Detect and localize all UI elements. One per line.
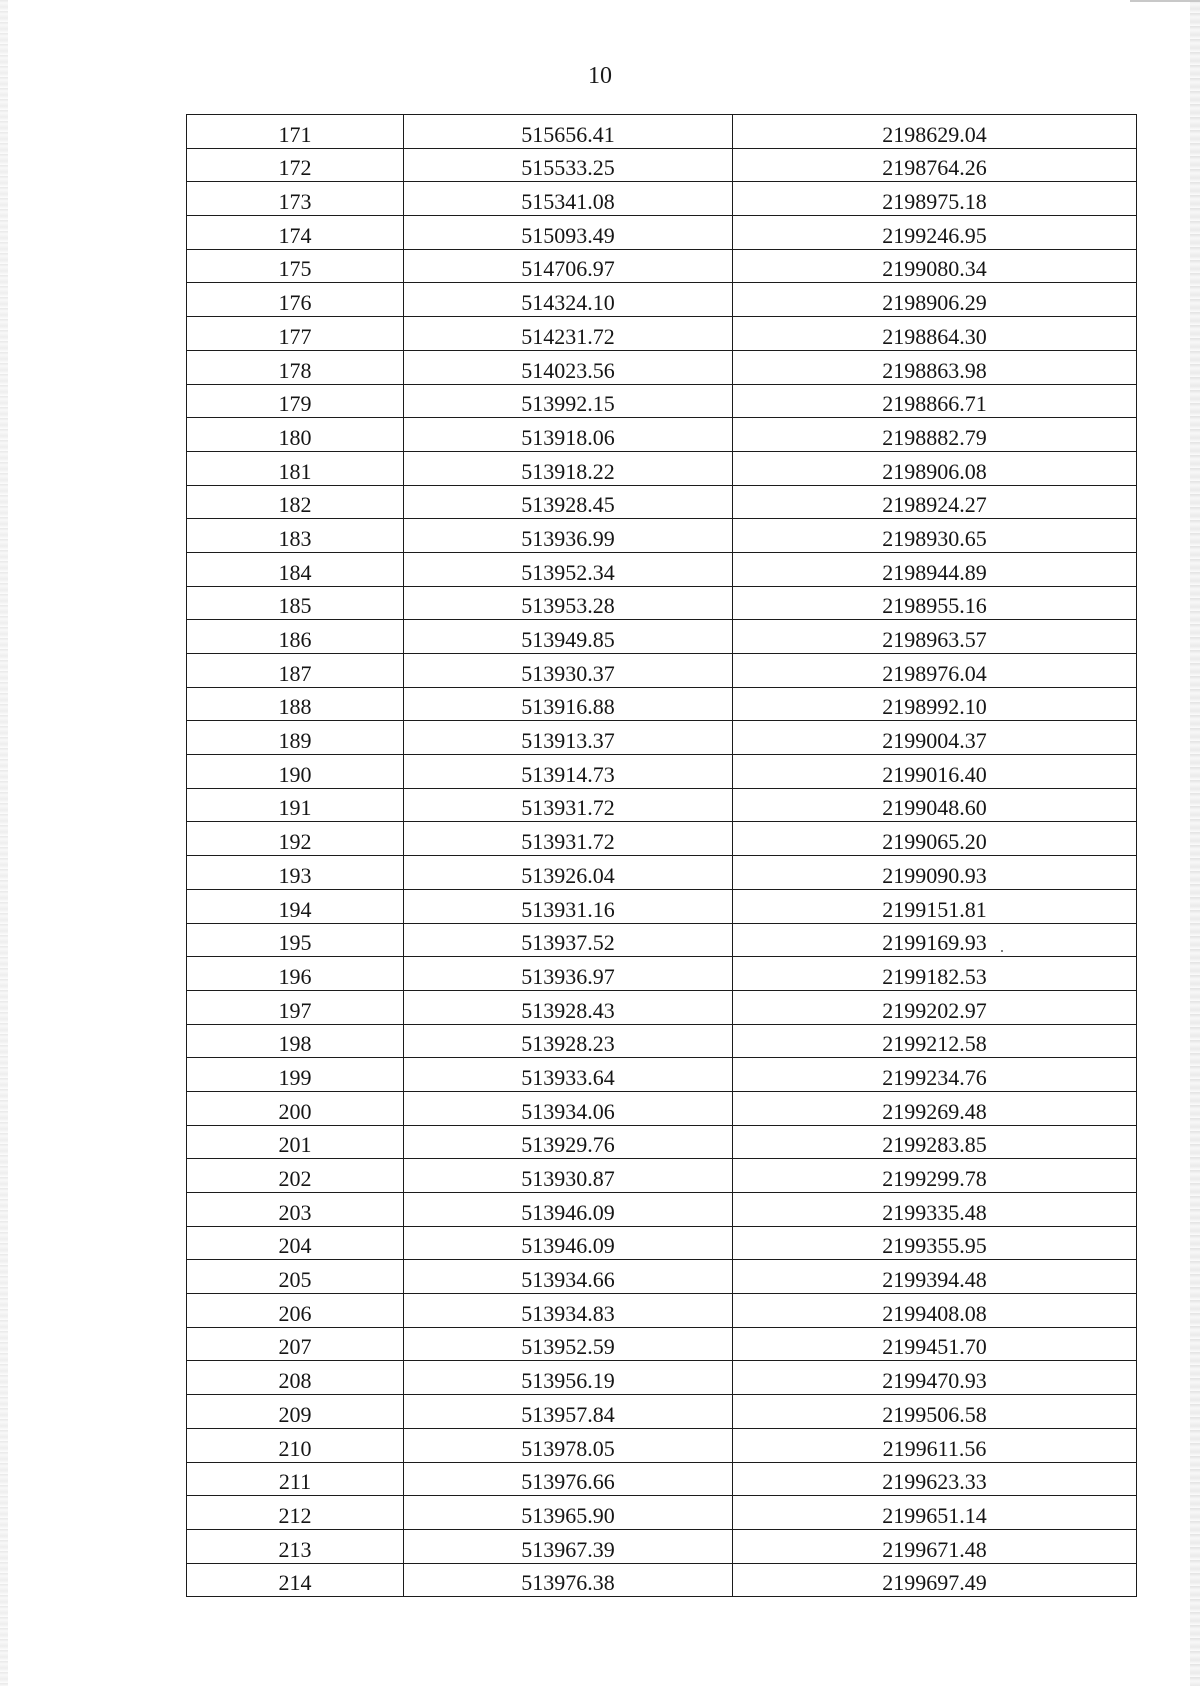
table-row bbox=[187, 1395, 1137, 1429]
point-number-cell: 192 bbox=[187, 822, 404, 856]
y-coordinate-cell: 2199451.70 bbox=[733, 1327, 1137, 1361]
y-coordinate-cell: 2198963.57 bbox=[733, 620, 1137, 654]
scan-top-mark bbox=[1130, 0, 1200, 2]
y-coordinate-cell: 2199080.34 bbox=[733, 249, 1137, 283]
point-number-cell: 197 bbox=[187, 990, 404, 1024]
point-number-cell: 202 bbox=[187, 1159, 404, 1193]
point-number-cell: 190 bbox=[187, 755, 404, 789]
point-number-cell: 201 bbox=[187, 1125, 404, 1159]
point-number-cell: 187 bbox=[187, 654, 404, 688]
x-coordinate-cell: 513965.90 bbox=[404, 1496, 733, 1530]
table-row bbox=[187, 923, 1137, 957]
coordinate-table-body bbox=[187, 115, 1137, 1597]
x-coordinate-cell: 513934.66 bbox=[404, 1260, 733, 1294]
point-number-cell: 204 bbox=[187, 1226, 404, 1260]
table-row bbox=[187, 1159, 1137, 1193]
point-number-cell: 175 bbox=[187, 249, 404, 283]
x-coordinate-cell: 514231.72 bbox=[404, 317, 733, 351]
page-number: 10 bbox=[588, 63, 612, 89]
point-number-cell: 186 bbox=[187, 620, 404, 654]
table-row bbox=[187, 1294, 1137, 1328]
y-coordinate-cell: 2198629.04 bbox=[733, 115, 1137, 149]
x-coordinate-cell: 513928.23 bbox=[404, 1024, 733, 1058]
table-row bbox=[187, 552, 1137, 586]
table-row bbox=[187, 485, 1137, 519]
x-coordinate-cell: 514324.10 bbox=[404, 283, 733, 317]
table-row bbox=[187, 586, 1137, 620]
table-row bbox=[187, 1260, 1137, 1294]
table-row bbox=[187, 755, 1137, 789]
x-coordinate-cell: 514706.97 bbox=[404, 249, 733, 283]
table-row bbox=[187, 350, 1137, 384]
y-coordinate-cell: 2199234.76 bbox=[733, 1058, 1137, 1092]
y-coordinate-cell: 2198976.04 bbox=[733, 654, 1137, 688]
x-coordinate-cell: 513930.87 bbox=[404, 1159, 733, 1193]
point-number-cell: 180 bbox=[187, 418, 404, 452]
x-coordinate-cell: 515656.41 bbox=[404, 115, 733, 149]
x-coordinate-cell: 513949.85 bbox=[404, 620, 733, 654]
y-coordinate-cell: 2198864.30 bbox=[733, 317, 1137, 351]
y-coordinate-cell: 2199269.48 bbox=[733, 1091, 1137, 1125]
table-row bbox=[187, 1496, 1137, 1530]
point-number-cell: 173 bbox=[187, 182, 404, 216]
y-coordinate-cell: 2199048.60 bbox=[733, 788, 1137, 822]
y-coordinate-cell: 2199697.49 bbox=[733, 1563, 1137, 1597]
table-row bbox=[187, 384, 1137, 418]
x-coordinate-cell: 513934.06 bbox=[404, 1091, 733, 1125]
y-coordinate-cell: 2199335.48 bbox=[733, 1193, 1137, 1227]
coordinate-table bbox=[186, 114, 1137, 1597]
x-coordinate-cell: 513933.64 bbox=[404, 1058, 733, 1092]
x-coordinate-cell: 513992.15 bbox=[404, 384, 733, 418]
point-number-cell: 203 bbox=[187, 1193, 404, 1227]
table-row bbox=[187, 519, 1137, 553]
x-coordinate-cell: 513928.43 bbox=[404, 990, 733, 1024]
point-number-cell: 212 bbox=[187, 1496, 404, 1530]
table-row bbox=[187, 115, 1137, 149]
y-coordinate-cell: 2198906.08 bbox=[733, 451, 1137, 485]
table-row bbox=[187, 1361, 1137, 1395]
point-number-cell: 183 bbox=[187, 519, 404, 553]
y-coordinate-cell: 2199182.53 bbox=[733, 957, 1137, 991]
x-coordinate-cell: 513976.66 bbox=[404, 1462, 733, 1496]
y-coordinate-cell: 2199408.08 bbox=[733, 1294, 1137, 1328]
point-number-cell: 207 bbox=[187, 1327, 404, 1361]
y-coordinate-cell: 2199246.95 bbox=[733, 216, 1137, 250]
x-coordinate-cell: 513957.84 bbox=[404, 1395, 733, 1429]
x-coordinate-cell: 513934.83 bbox=[404, 1294, 733, 1328]
point-number-cell: 182 bbox=[187, 485, 404, 519]
x-coordinate-cell: 513913.37 bbox=[404, 721, 733, 755]
table-row bbox=[187, 1091, 1137, 1125]
y-coordinate-cell: 2198992.10 bbox=[733, 687, 1137, 721]
table-row bbox=[187, 1428, 1137, 1462]
x-coordinate-cell: 514023.56 bbox=[404, 350, 733, 384]
x-coordinate-cell: 513914.73 bbox=[404, 755, 733, 789]
table-row bbox=[187, 856, 1137, 890]
point-number-cell: 177 bbox=[187, 317, 404, 351]
table-row bbox=[187, 620, 1137, 654]
x-coordinate-cell: 513936.99 bbox=[404, 519, 733, 553]
point-number-cell: 185 bbox=[187, 586, 404, 620]
point-number-cell: 188 bbox=[187, 687, 404, 721]
table-row bbox=[187, 1125, 1137, 1159]
table-row bbox=[187, 182, 1137, 216]
x-coordinate-cell: 513976.38 bbox=[404, 1563, 733, 1597]
x-coordinate-cell: 513918.22 bbox=[404, 451, 733, 485]
x-coordinate-cell: 515533.25 bbox=[404, 148, 733, 182]
table-row bbox=[187, 317, 1137, 351]
y-coordinate-cell: 2199470.93 bbox=[733, 1361, 1137, 1395]
table-row bbox=[187, 1058, 1137, 1092]
y-coordinate-cell: 2199090.93 bbox=[733, 856, 1137, 890]
y-coordinate-cell: 2199651.14 bbox=[733, 1496, 1137, 1530]
table-row bbox=[187, 957, 1137, 991]
y-coordinate-cell: 2198955.16 bbox=[733, 586, 1137, 620]
table-row bbox=[187, 687, 1137, 721]
x-coordinate-cell: 515341.08 bbox=[404, 182, 733, 216]
x-coordinate-cell: 513967.39 bbox=[404, 1529, 733, 1563]
y-coordinate-cell: 2198944.89 bbox=[733, 552, 1137, 586]
point-number-cell: 206 bbox=[187, 1294, 404, 1328]
point-number-cell: 208 bbox=[187, 1361, 404, 1395]
y-coordinate-cell: 2199212.58 bbox=[733, 1024, 1137, 1058]
point-number-cell: 210 bbox=[187, 1428, 404, 1462]
x-coordinate-cell: 513916.88 bbox=[404, 687, 733, 721]
table-row bbox=[187, 148, 1137, 182]
y-coordinate-cell: 2198866.71 bbox=[733, 384, 1137, 418]
point-number-cell: 209 bbox=[187, 1395, 404, 1429]
table-row bbox=[187, 990, 1137, 1024]
table-row bbox=[187, 216, 1137, 250]
x-coordinate-cell: 513928.45 bbox=[404, 485, 733, 519]
x-coordinate-cell: 513953.28 bbox=[404, 586, 733, 620]
x-coordinate-cell: 513946.09 bbox=[404, 1226, 733, 1260]
y-coordinate-cell: 2198764.26 bbox=[733, 148, 1137, 182]
scan-left-edge bbox=[0, 0, 8, 1686]
point-number-cell: 184 bbox=[187, 552, 404, 586]
point-number-cell: 198 bbox=[187, 1024, 404, 1058]
point-number-cell: 214 bbox=[187, 1563, 404, 1597]
y-coordinate-cell: 2199169.93 bbox=[733, 923, 1137, 957]
y-coordinate-cell: 2199283.85 bbox=[733, 1125, 1137, 1159]
y-coordinate-cell: 2199671.48 bbox=[733, 1529, 1137, 1563]
point-number-cell: 205 bbox=[187, 1260, 404, 1294]
x-coordinate-cell: 513936.97 bbox=[404, 957, 733, 991]
y-coordinate-cell: 2198882.79 bbox=[733, 418, 1137, 452]
scan-right-edge bbox=[1190, 0, 1200, 1686]
table-row bbox=[187, 418, 1137, 452]
point-number-cell: 179 bbox=[187, 384, 404, 418]
y-coordinate-cell: 2199394.48 bbox=[733, 1260, 1137, 1294]
point-number-cell: 196 bbox=[187, 957, 404, 991]
point-number-cell: 200 bbox=[187, 1091, 404, 1125]
scan-speck bbox=[1001, 950, 1003, 952]
y-coordinate-cell: 2199004.37 bbox=[733, 721, 1137, 755]
point-number-cell: 195 bbox=[187, 923, 404, 957]
y-coordinate-cell: 2199299.78 bbox=[733, 1159, 1137, 1193]
table-row bbox=[187, 1327, 1137, 1361]
y-coordinate-cell: 2199623.33 bbox=[733, 1462, 1137, 1496]
table-row bbox=[187, 822, 1137, 856]
point-number-cell: 174 bbox=[187, 216, 404, 250]
point-number-cell: 189 bbox=[187, 721, 404, 755]
point-number-cell: 213 bbox=[187, 1529, 404, 1563]
y-coordinate-cell: 2198863.98 bbox=[733, 350, 1137, 384]
table-row bbox=[187, 721, 1137, 755]
x-coordinate-cell: 513931.16 bbox=[404, 889, 733, 923]
point-number-cell: 194 bbox=[187, 889, 404, 923]
x-coordinate-cell: 513978.05 bbox=[404, 1428, 733, 1462]
point-number-cell: 171 bbox=[187, 115, 404, 149]
x-coordinate-cell: 513918.06 bbox=[404, 418, 733, 452]
point-number-cell: 176 bbox=[187, 283, 404, 317]
y-coordinate-cell: 2199151.81 bbox=[733, 889, 1137, 923]
point-number-cell: 199 bbox=[187, 1058, 404, 1092]
x-coordinate-cell: 513956.19 bbox=[404, 1361, 733, 1395]
table-row bbox=[187, 889, 1137, 923]
table-row bbox=[187, 1462, 1137, 1496]
point-number-cell: 181 bbox=[187, 451, 404, 485]
point-number-cell: 178 bbox=[187, 350, 404, 384]
table-row bbox=[187, 1024, 1137, 1058]
x-coordinate-cell: 513930.37 bbox=[404, 654, 733, 688]
y-coordinate-cell: 2199202.97 bbox=[733, 990, 1137, 1024]
point-number-cell: 172 bbox=[187, 148, 404, 182]
y-coordinate-cell: 2198924.27 bbox=[733, 485, 1137, 519]
x-coordinate-cell: 513937.52 bbox=[404, 923, 733, 957]
y-coordinate-cell: 2199355.95 bbox=[733, 1226, 1137, 1260]
table-row bbox=[187, 1193, 1137, 1227]
x-coordinate-cell: 513946.09 bbox=[404, 1193, 733, 1227]
y-coordinate-cell: 2198975.18 bbox=[733, 182, 1137, 216]
table-row bbox=[187, 283, 1137, 317]
point-number-cell: 211 bbox=[187, 1462, 404, 1496]
table-row bbox=[187, 1563, 1137, 1597]
x-coordinate-cell: 513929.76 bbox=[404, 1125, 733, 1159]
y-coordinate-cell: 2199065.20 bbox=[733, 822, 1137, 856]
y-coordinate-cell: 2198906.29 bbox=[733, 283, 1137, 317]
table-row bbox=[187, 249, 1137, 283]
y-coordinate-cell: 2198930.65 bbox=[733, 519, 1137, 553]
x-coordinate-cell: 513952.59 bbox=[404, 1327, 733, 1361]
table-row bbox=[187, 788, 1137, 822]
x-coordinate-cell: 513931.72 bbox=[404, 788, 733, 822]
x-coordinate-cell: 513931.72 bbox=[404, 822, 733, 856]
table-row bbox=[187, 451, 1137, 485]
y-coordinate-cell: 2199611.56 bbox=[733, 1428, 1137, 1462]
table-row bbox=[187, 654, 1137, 688]
x-coordinate-cell: 513926.04 bbox=[404, 856, 733, 890]
y-coordinate-cell: 2199016.40 bbox=[733, 755, 1137, 789]
x-coordinate-cell: 515093.49 bbox=[404, 216, 733, 250]
y-coordinate-cell: 2199506.58 bbox=[733, 1395, 1137, 1429]
point-number-cell: 191 bbox=[187, 788, 404, 822]
table-row bbox=[187, 1529, 1137, 1563]
point-number-cell: 193 bbox=[187, 856, 404, 890]
x-coordinate-cell: 513952.34 bbox=[404, 552, 733, 586]
table-row bbox=[187, 1226, 1137, 1260]
